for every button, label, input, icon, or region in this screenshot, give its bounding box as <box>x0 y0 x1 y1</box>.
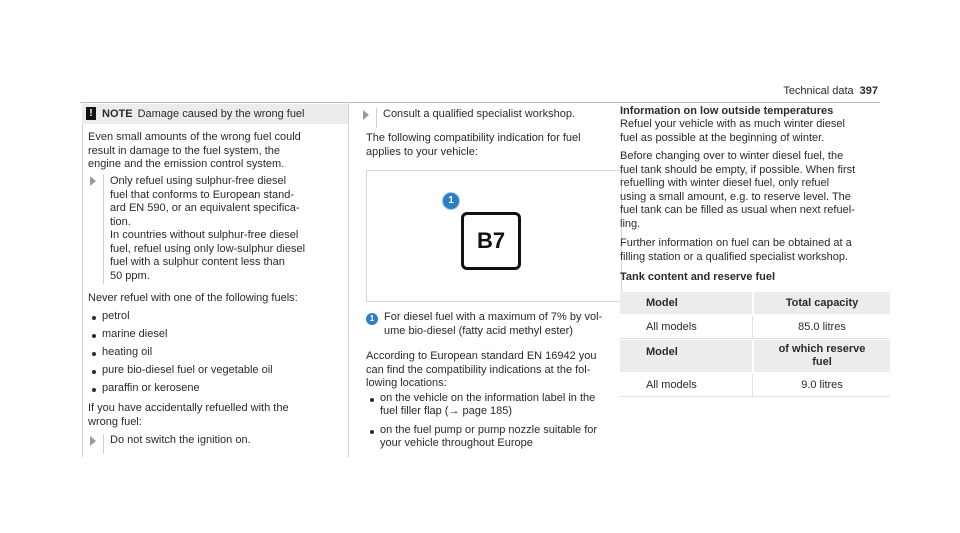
note-title: Damage caused by the wrong fuel <box>137 108 305 120</box>
table-header-row <box>620 292 890 314</box>
column-header: Model <box>646 297 678 309</box>
bullet-dot <box>370 398 374 402</box>
list-item: marine diesel <box>102 328 168 340</box>
location-item: on the vehicle on the information label in the fuel filler flap (→ page 185) <box>380 392 596 417</box>
note-label: NOTE <box>102 108 133 120</box>
list-item: pure bio-diesel fuel or vegetable oil <box>102 364 273 376</box>
accident-text: If you have accidentally refuelled with the wrong fuel: <box>88 402 289 428</box>
table-header-row <box>620 340 890 372</box>
note-intro: Even small amounts of the wrong fuel could result in damage to the fuel system, the engine and the emission control system. <box>88 131 301 170</box>
table-cell: All models <box>646 321 697 333</box>
column-header: Total capacity <box>785 297 859 309</box>
list-item: heating oil <box>102 346 153 358</box>
caption-callout-icon: 1 <box>366 313 378 325</box>
step-bar <box>376 108 377 128</box>
page-number: 397 <box>859 85 878 97</box>
column-separator <box>752 316 753 338</box>
low-temp-para-2: Before changing over to winter diesel fuel, the fuel tank should be empty, if possible. When first refuelling with winter diesel fuel, only refuel using a small amount, e.g. to reserve level. The fuel tank can be filled as usual when next refuel- ling. <box>620 150 856 230</box>
b7-compatibility-label: B7 <box>461 212 521 270</box>
bullet-dot <box>92 352 96 356</box>
table-cell: All models <box>646 379 697 391</box>
note-header <box>82 104 348 124</box>
step-arrow-icon <box>363 110 369 120</box>
column-header: Model <box>646 346 678 358</box>
table-cell: 9.0 litres <box>801 379 843 391</box>
step-use-sulphur-free-diesel: Only refuel using sulphur-free diesel fuel that conforms to European stand- ard EN 590, or an equivalent specifica- tion. In countries without sulphur-free diesel fuel, refuel using only low-sulphur diesel fuel with a sulphur content less than 50 ppm. <box>110 175 306 282</box>
bullet-dot <box>92 334 96 338</box>
step-arrow-icon <box>90 176 96 186</box>
bullet-dot <box>92 388 96 392</box>
step-arrow-icon <box>90 436 96 446</box>
list-item: petrol <box>102 310 130 322</box>
compat-intro: The following compatibility indication for fuel applies to your vehicle: <box>366 132 581 158</box>
column-header: of which reserve fuel <box>778 343 866 368</box>
low-temp-para-3: Further information on fuel can be obtained at a filling station or a qualified specialist workshop. <box>620 237 852 263</box>
step-bar <box>103 174 104 284</box>
low-temp-para-1: Refuel your vehicle with as much winter diesel fuel as possible at the beginning of winter. <box>620 118 845 144</box>
standard-text: According to European standard EN 16942 you can find the compatibility indications at the fol- lowing locations: <box>366 350 597 389</box>
warning-icon: ! <box>86 107 96 120</box>
section-title: Technical data <box>783 85 854 97</box>
table-row <box>620 316 890 339</box>
low-temp-heading: Information on low outside temperatures <box>620 105 834 117</box>
step-no-ignition: Do not switch the ignition on. <box>110 434 251 446</box>
figure-caption: For diesel fuel with a maximum of 7% by vol- ume bio-diesel (fatty acid methyl ester) <box>384 311 603 337</box>
tank-heading: Tank content and reserve fuel <box>620 271 776 283</box>
table-cell: 85.0 litres <box>798 321 846 333</box>
bullet-dot <box>92 316 96 320</box>
list-item: paraffin or kerosene <box>102 382 200 394</box>
step-bar <box>103 434 104 454</box>
column-separator <box>752 374 753 396</box>
callout-1-icon: 1 <box>443 193 459 209</box>
column-divider <box>348 102 349 457</box>
table-row <box>620 374 890 397</box>
step-consult-workshop: Consult a qualified specialist workshop. <box>383 108 575 120</box>
location-item: on the fuel pump or pump nozzle suitable for your vehicle throughout Europe <box>380 424 598 449</box>
page-header <box>783 84 878 98</box>
bullet-dot <box>370 430 374 434</box>
never-refuel-text: Never refuel with one of the following fuels: <box>88 292 298 304</box>
bullet-dot <box>92 370 96 374</box>
